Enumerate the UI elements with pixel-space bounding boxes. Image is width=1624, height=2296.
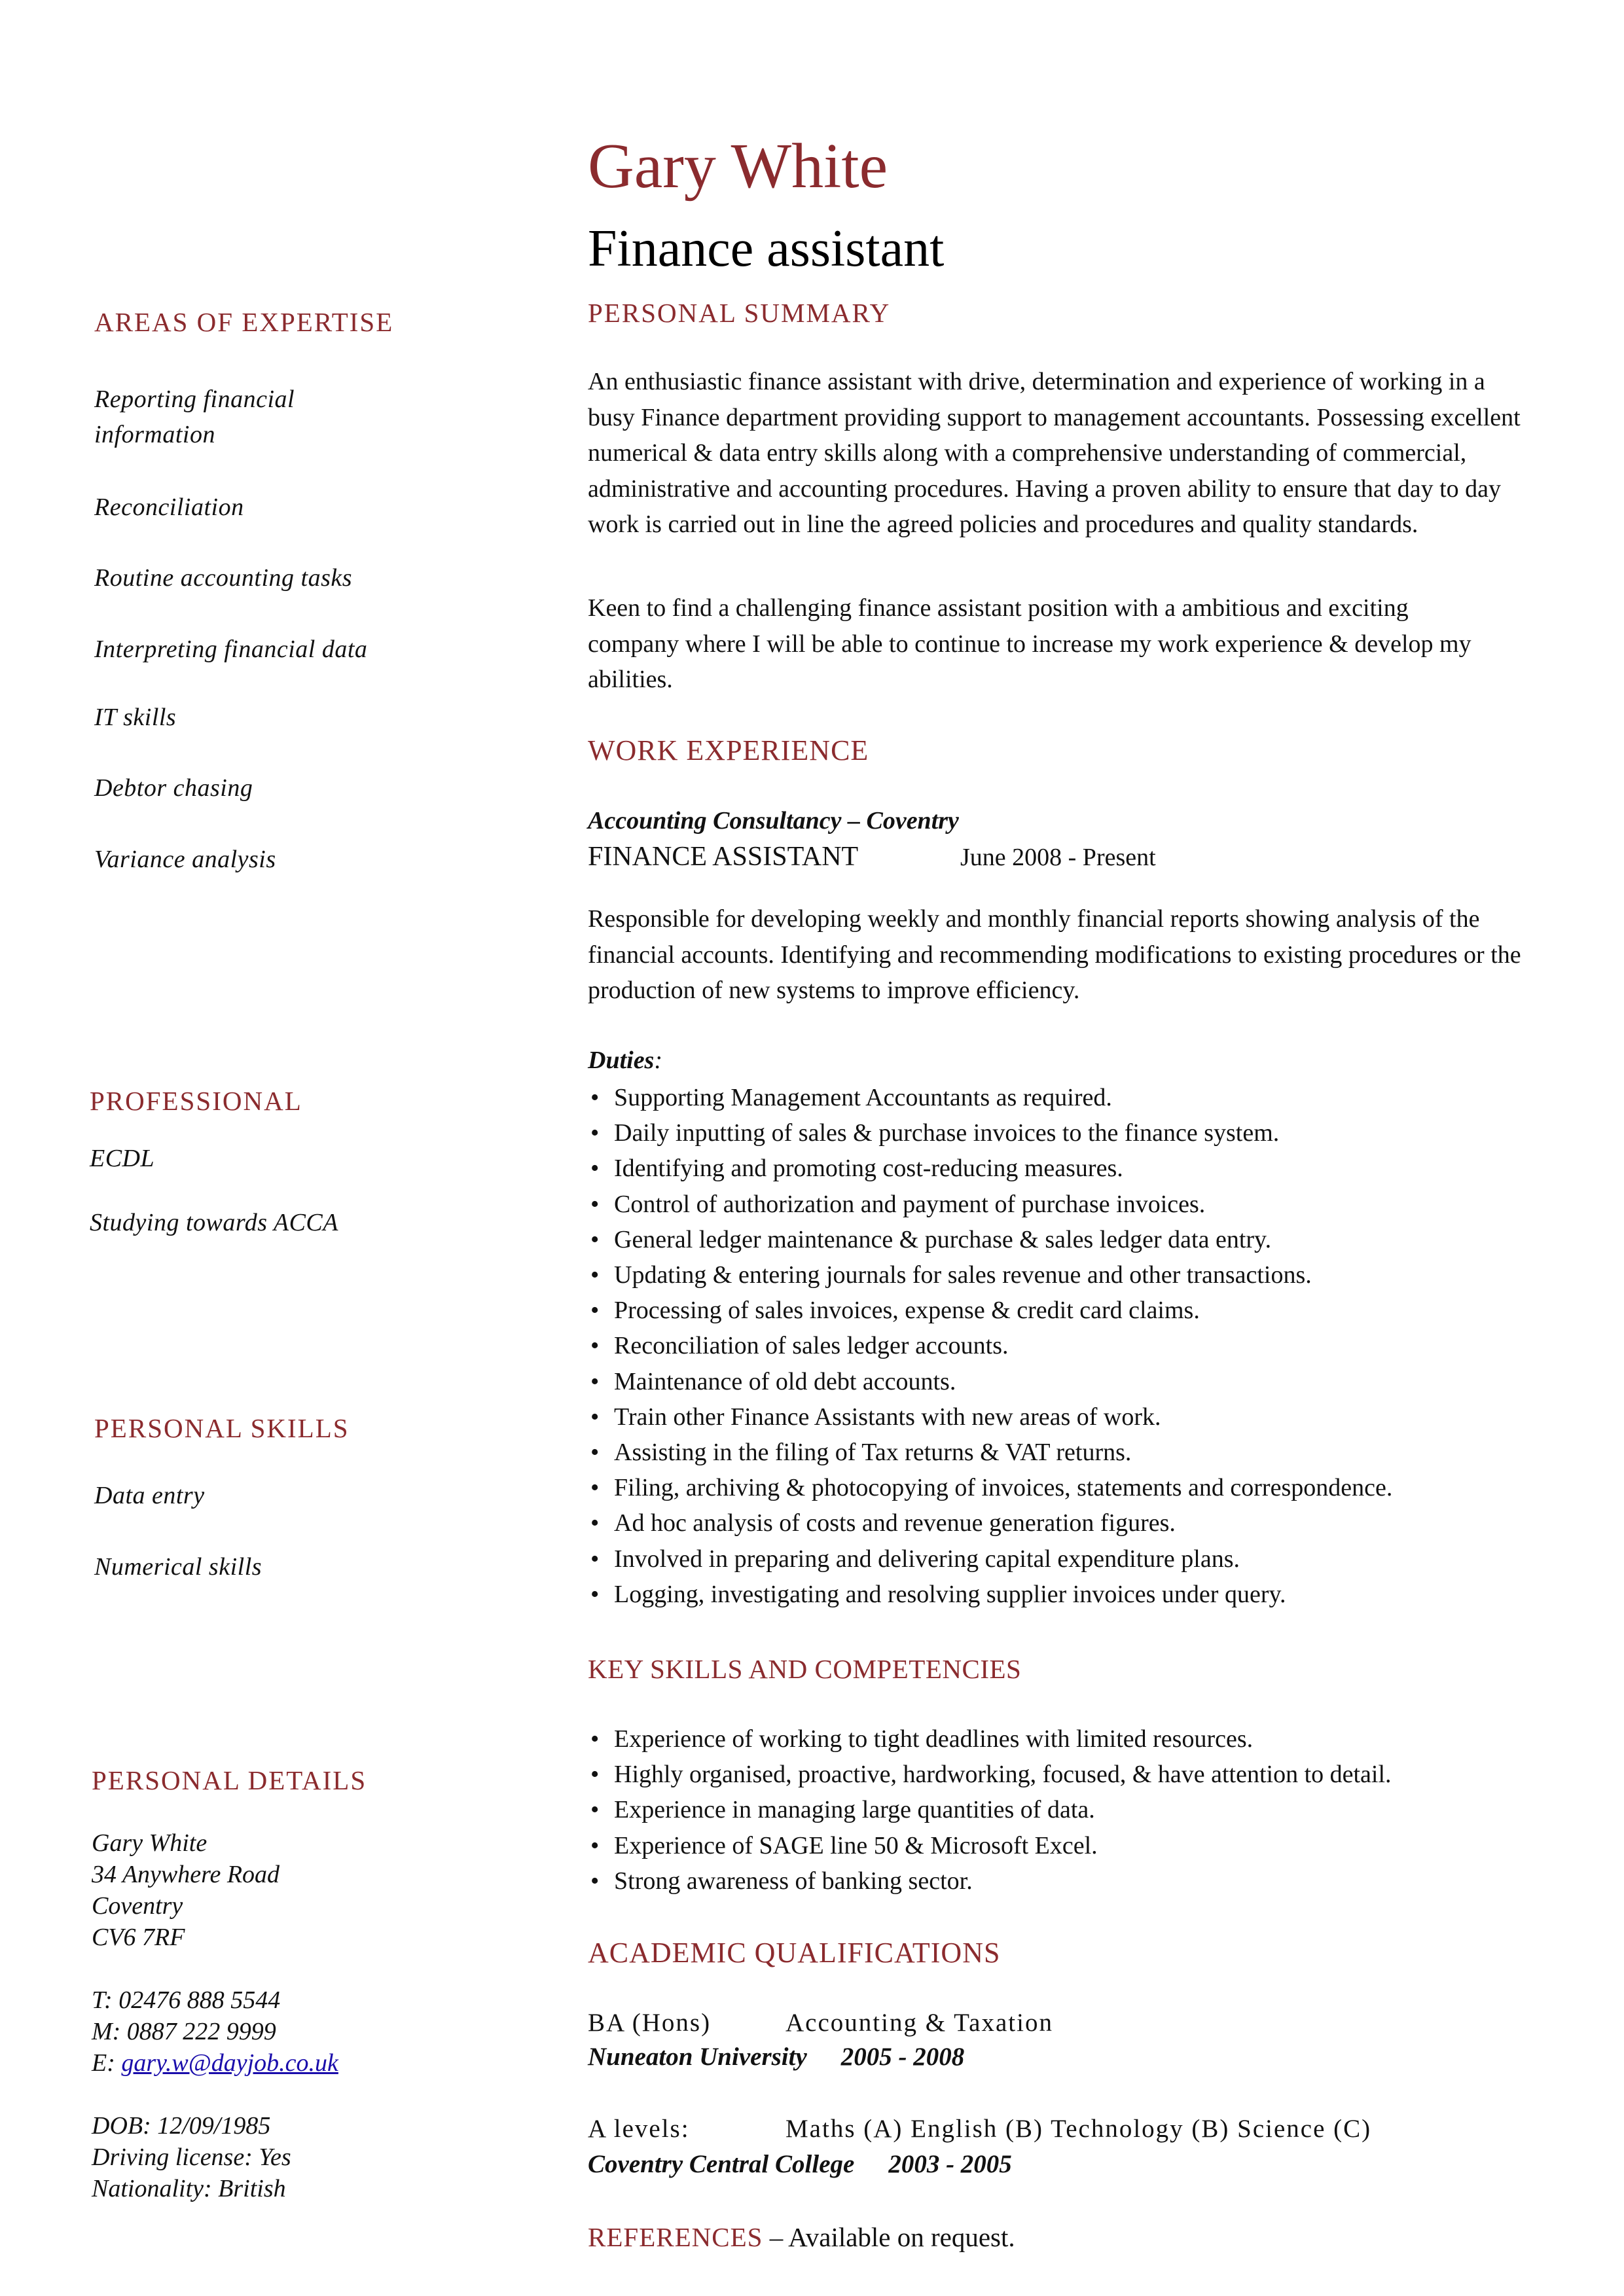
employer-name: Accounting Consultancy – Coventry (588, 807, 959, 834)
duty-item: • Filing, archiving & photocopying of invoices, statements and correspondence. (588, 1470, 1392, 1505)
area-item: Reconciliation (94, 493, 244, 521)
qualification-subject: Accounting & Taxation (785, 2009, 1053, 2037)
key-skills-heading: KEY SKILLS AND COMPETENCIES (588, 1654, 1022, 1684)
qualification-label: BA (Hons) (588, 2009, 712, 2037)
duty-item: • Processing of sales invoices, expense & credit card claims. (588, 1293, 1392, 1328)
personal-skills-heading: PERSONAL SKILLS (94, 1413, 350, 1443)
duties-label-text: Duties (588, 1047, 655, 1074)
detail-email-prefix: E: (92, 2049, 122, 2077)
professional-item: ECDL (90, 1145, 155, 1172)
duties-list (588, 1080, 1392, 1612)
area-item: Reporting financial information (94, 386, 295, 448)
duty-item: • Control of authorization and payment of purchase invoices. (588, 1187, 1392, 1222)
key-skill-item: • Strong awareness of banking sector. (588, 1863, 1392, 1899)
duty-item: • Involved in preparing and delivering capital expenditure plans. (588, 1541, 1392, 1577)
detail-mobile: M: 0887 222 9999 (92, 2018, 276, 2045)
duties-label-colon: : (654, 1047, 663, 1074)
duty-item: • Maintenance of old debt accounts. (588, 1364, 1392, 1399)
personal-details-block (92, 1827, 338, 2204)
duty-item: • Ad hoc analysis of costs and revenue generation figures. (588, 1505, 1392, 1541)
area-item: Routine accounting tasks (94, 564, 353, 592)
duty-item: • Daily inputting of sales & purchase invoices to the finance system. (588, 1115, 1392, 1151)
duty-item: • Reconciliation of sales ledger accounts. (588, 1328, 1392, 1363)
key-skills-list (588, 1721, 1392, 1899)
academic-heading: ACADEMIC QUALIFICATIONS (588, 1937, 1001, 1969)
work-experience-heading: WORK EXPERIENCE (588, 734, 869, 766)
key-skill-item: • Experience of working to tight deadlines with limited resources. (588, 1721, 1392, 1757)
school-name: Coventry Central College (588, 2150, 855, 2178)
school-years: 2005 - 2008 (840, 2043, 965, 2071)
professional-item: Studying towards ACCA (90, 1209, 338, 1236)
detail-address-line: Coventry (92, 1892, 183, 1920)
key-skill-item: • Experience of SAGE line 50 & Microsoft Excel. (588, 1828, 1392, 1863)
personal-details-heading: PERSONAL DETAILS (92, 1765, 367, 1795)
duties-label (588, 1046, 662, 1076)
personal-skill-item: Data entry (94, 1482, 205, 1509)
school-years: 2003 - 2005 (888, 2150, 1012, 2178)
personal-skill-item: Numerical skills (94, 1553, 262, 1581)
detail-nationality: Nationality: British (92, 2175, 286, 2202)
qualification-subject: Maths (A) English (B) Technology (B) Science (C) (785, 2115, 1372, 2143)
areas-heading: AREAS OF EXPERTISE (94, 307, 394, 337)
detail-name: Gary White (92, 1829, 208, 1857)
qualification-label: A levels: (588, 2115, 690, 2143)
summary-paragraph: Keen to find a challenging finance assistant position with a ambitious and exciting company where I will be able to continue to increase my work experience & develop my abilities. (588, 594, 1471, 693)
job-title: Finance assistant (588, 220, 945, 278)
area-item: Variance analysis (94, 846, 276, 873)
detail-dob: DOB: 12/09/1985 (92, 2112, 271, 2140)
detail-telephone: T: 02476 888 5544 (92, 1986, 281, 2014)
duty-item: • Updating & entering journals for sales revenue and other transactions. (588, 1257, 1392, 1293)
qualification-school (588, 2042, 964, 2073)
detail-postcode: CV6 7RF (92, 1924, 185, 1951)
area-item: Debtor chasing (94, 774, 253, 802)
duty-item: • Identifying and promoting cost-reducing measures. (588, 1151, 1392, 1186)
references-heading: REFERENCES (588, 2222, 763, 2252)
key-skill-item: • Experience in managing large quantities of data. (588, 1792, 1392, 1827)
duty-item: • Assisting in the filing of Tax returns & VAT returns. (588, 1435, 1392, 1470)
detail-address-line: 34 Anywhere Road (92, 1861, 280, 1888)
key-skill-item: • Highly organised, proactive, hardworking, focused, & have attention to detail. (588, 1757, 1392, 1792)
professional-heading: PROFESSIONAL (90, 1086, 302, 1116)
detail-license: Driving license: Yes (92, 2144, 291, 2171)
duty-item: • Logging, investigating and resolving supplier invoices under query. (588, 1577, 1392, 1612)
references-line (588, 2221, 1015, 2253)
detail-email-row (92, 2047, 338, 2079)
job-description: Responsible for developing weekly and monthly financial reports showing analysis of the financial accounts. Identifying and recommending modifications to existing procedures or the production of new systems to improve efficiency. (588, 905, 1521, 1004)
candidate-name: Gary White (588, 131, 888, 202)
job-role: FINANCE ASSISTANT (588, 842, 859, 872)
school-name: Nuneaton University (588, 2043, 807, 2071)
area-item: IT skills (94, 704, 177, 731)
summary-paragraph: An enthusiastic finance assistant with drive, determination and experience of working in a busy Finance department providing support to management accountants. Possessing excellent numerical & data entry skills along with a comprehensive understanding of commercial, administrative and accounting procedures. Having a proven ability to ensure that day to day work is carried out in line the agreed policies and procedures and quality standards. (588, 368, 1521, 538)
job-dates: June 2008 - Present (960, 844, 1156, 871)
duty-item: • Supporting Management Accountants as required. (588, 1080, 1392, 1115)
qualification-school (588, 2149, 1012, 2180)
area-item: Interpreting financial data (94, 636, 368, 663)
references-text: – Available on request. (763, 2222, 1015, 2252)
duty-item: • General ledger maintenance & purchase & sales ledger data entry. (588, 1222, 1392, 1257)
email-link[interactable]: gary.w@dayjob.co.uk (121, 2049, 338, 2077)
duty-item: • Train other Finance Assistants with new areas of work. (588, 1399, 1392, 1435)
personal-summary-heading: PERSONAL SUMMARY (588, 298, 891, 328)
